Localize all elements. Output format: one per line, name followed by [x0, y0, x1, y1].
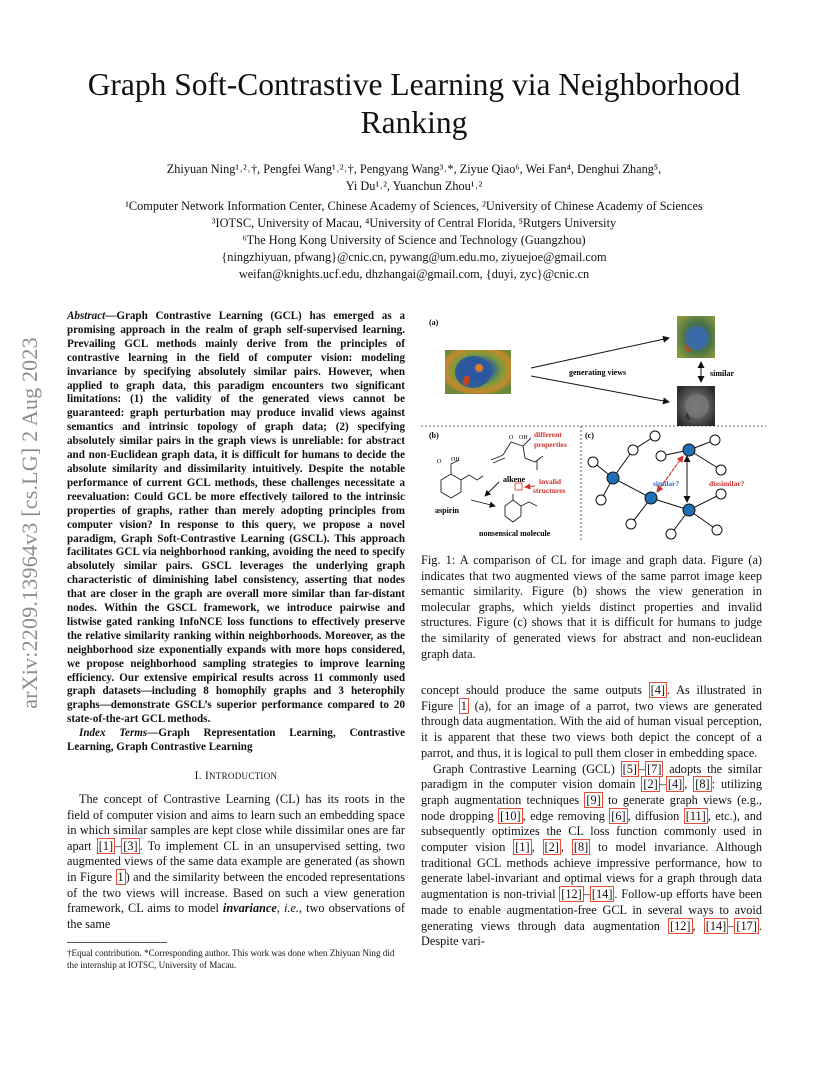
similar-label: similar	[710, 369, 734, 378]
nonsensical-label: nonsensical molecule	[479, 529, 551, 538]
right-paragraph-2: Graph Contrastive Learning (GCL) [5] – [7] adopts the similar paradigm in the computer vision domain [2] – [4] , [8] : utilizing graph augmentation techniques [9] to generate graph views (e.g., node dropping [10] , edge removing [6] , diffusion [11] , etc.), and subsequently optimizes the CL loss function commonly used in computer vision [1] , [2] , [8] to model invariance. Although traditional GCL methods achieve impressive performance, how to generate label-invariant and optimal views for a graph through data augmentation is non-trivial [12] – [14] . Follow-up efforts have been made to enable augmentation-free GCL in several ways to avoid generating views through data augmentation [12] , [14] – [17] . Despite vari-	[421, 761, 763, 949]
arrow-to-view-2	[531, 376, 669, 402]
highlighted-nodes	[607, 444, 695, 516]
citation-link[interactable]: [4]	[650, 683, 665, 697]
footnote-rule	[67, 942, 167, 943]
arrow-aspirin-nonsense	[471, 500, 495, 506]
label-a: (a)	[429, 318, 439, 327]
label-c: (c)	[585, 431, 594, 440]
abstract-text: —Graph Contrastive Learning (GCL) has emerged as a promising approach in the realm of graph self-supervised learning. Prevailing GCL methods mainly derive from the principles of contrastive learning in the field of computer vision: modeling invariance by specifying absolutely similar pairs. However, when applied to graph data, this paradigm encounters two significant limitations: (1) the validity of the generated views cannot be guaranteed: graph perturbation may produce invalid views against semantics and intrinsic topology of graph data; (2) specifying absolutely similar pairs in the graph views is unreliable: for abstract and non-Euclidean graph data, it is difficult for humans to decide the absolute similarity and dissimilarity intuitively. Despite the notable performance of current GCL methods, these challenges necessitate a reevaluation: Could GCL be more effectively tailored to the intrinsic properties of graphs, rather than merely adopting principles from computer vision? In response to this query, we propose a novel paradigm, Graph Soft-Contrastive Learning (GSCL). This approach facilitates GCL via neighborhood ranking, avoiding the need to specify absolutely similar pairs. GSCL leverages the underlying graph characteristic of diminishing label consistency, asserting that nodes that are closer in the graph are overall more similar than far-distant nodes. Within the GSCL framework, we introduce pairwise and listwise gated ranking InfoNCE loss functions to effectively preserve the relative similarity ranking within neighborhoods. Moreover, as the neighborhood size exponentially expands with more hops considered, we propose neighborhood sampling strategies to improve learning efficiency. Our extensive empirical results across 11 commonly used graph datasets—including 8 homophily graphs and 3 heterophily graphs—demonstrate GSCL’s superior performance compared to 20 state-of-the-art GCL methods.	[67, 310, 405, 726]
index-terms-text: —Graph Representation Learning, Contrastive Learning, Graph Contrastive Learning	[67, 727, 405, 754]
right-column-text	[421, 683, 762, 950]
invalid-label-1: invalid	[539, 477, 562, 486]
emails-2: weifan@knights.ucf.edu, dhzhangai@gmail.com, {duyi, zyc}@cnic.cn	[238, 267, 590, 281]
svg-text:O: O	[509, 435, 514, 441]
section-title: I. INTRODUCTION	[194, 770, 278, 782]
similar-question-label: similar?	[653, 479, 680, 488]
paper-title: Graph Soft-Contrastive Learning via Neighborhood Ranking	[87, 67, 741, 140]
authors-line-1: Zhiyuan Ning¹˒²˒†, Pengfei Wang¹˒²˒†, Pengyang Wang³˒*, Ziyue Qiao⁶, Wei Fan⁴, Denghui Zhang⁵,	[166, 162, 662, 176]
right-paragraph-1: concept should produce the same outputs [4] . As illustrated in Figure 1 (a), for an image of a parrot, two views are generated through data augmentation. With the aid of human visual perception, it is apparent that these two views both depict the concept of a parrot, and thus, it is logical to pull them closer in embedding space.	[421, 683, 762, 760]
authors-line-2: Yi Du¹˒², Yuanchun Zhou¹˒²	[345, 179, 483, 193]
abstract-label: Abstract	[67, 310, 106, 322]
figure-1	[421, 310, 766, 542]
citation-link[interactable]: [3]	[123, 838, 138, 853]
label-b: (b)	[429, 431, 439, 440]
molecule-nonsensical	[505, 494, 537, 522]
intro-paragraph: The concept of Contrastive Learning (CL) has its roots in the field of computer vision and aims to learn such an embedding space in which similar samples are kept close while dissimilar ones are far apart [1] – [3] . To implement CL in an unsupervised setting, two augmented views of the same data example are generated (as shown in Figure 1 ) and the similarity between the encoded representations of the two views will increase. Based on such a view generation framework, CL aims to model invariance, i.e., two observations of the same	[67, 792, 405, 931]
arrow-to-view-1	[531, 338, 669, 368]
intro-text	[67, 792, 405, 932]
svg-text:OH: OH	[519, 435, 528, 441]
affiliation-2: ³IOTSC, University of Macau, ⁴University of Central Florida, ⁵Rutgers University	[211, 216, 617, 230]
dissimilar-question-label: dissimilar?	[709, 479, 745, 488]
alkene-label: alkene	[503, 475, 526, 484]
footnote: †Equal contribution. *Corresponding author. This work was done when Zhiyuan Ning did the internship at IOTSC, University of Macau.	[67, 948, 395, 970]
different-label-1: different	[534, 430, 562, 439]
arrow-aspirin-alkene	[485, 482, 499, 496]
emails-1: {ningzhiyuan, pfwang}@cnic.cn, pywang@um.edu.mo, ziyuejoe@gmail.com	[221, 250, 607, 264]
invalid-label-2: structures	[533, 486, 566, 495]
figure-caption: Fig. 1: A comparison of CL for image and graph data. Figure (a) indicates that two augmented views of the same parrot image keep semantic similarity. Figure (b) shows the view generation in molecular graphs, which yields distinct properties and invalid structures. Figure (c) shows that it is difficult for humans to judge the similarity of generated views for abstract and non-euclidean graph data.	[421, 553, 762, 661]
generating-views-label: generating views	[569, 368, 627, 377]
figure-link[interactable]: 1	[460, 698, 467, 713]
figure-link[interactable]: 1	[117, 869, 124, 884]
svg-text:O: O	[437, 459, 442, 465]
abstract	[67, 310, 405, 755]
svg-text:OH: OH	[451, 457, 460, 463]
parrot-image-original	[445, 350, 511, 394]
aspirin-label: aspirin	[435, 506, 460, 515]
index-terms-label: Index Terms	[79, 727, 148, 740]
index-terms	[67, 727, 405, 755]
parrot-view-1	[677, 316, 715, 358]
arxiv-stamp	[3, 290, 53, 760]
citation-link[interactable]: [1]	[98, 838, 114, 853]
arxiv-id: arXiv:2209.13964v3 [cs.LG] 2 Aug 2023	[17, 337, 42, 709]
affiliation-1: ¹Computer Network Information Center, Chinese Academy of Sciences, ²University of Chinese Academy of Sciences	[125, 199, 703, 213]
molecule-aspirin	[441, 460, 483, 498]
affiliation-3: ⁶The Hong Kong University of Science and Technology (Guangzhou)	[242, 233, 586, 247]
different-label-2: properties	[534, 440, 567, 449]
parrot-view-2-grayscale	[677, 386, 715, 426]
